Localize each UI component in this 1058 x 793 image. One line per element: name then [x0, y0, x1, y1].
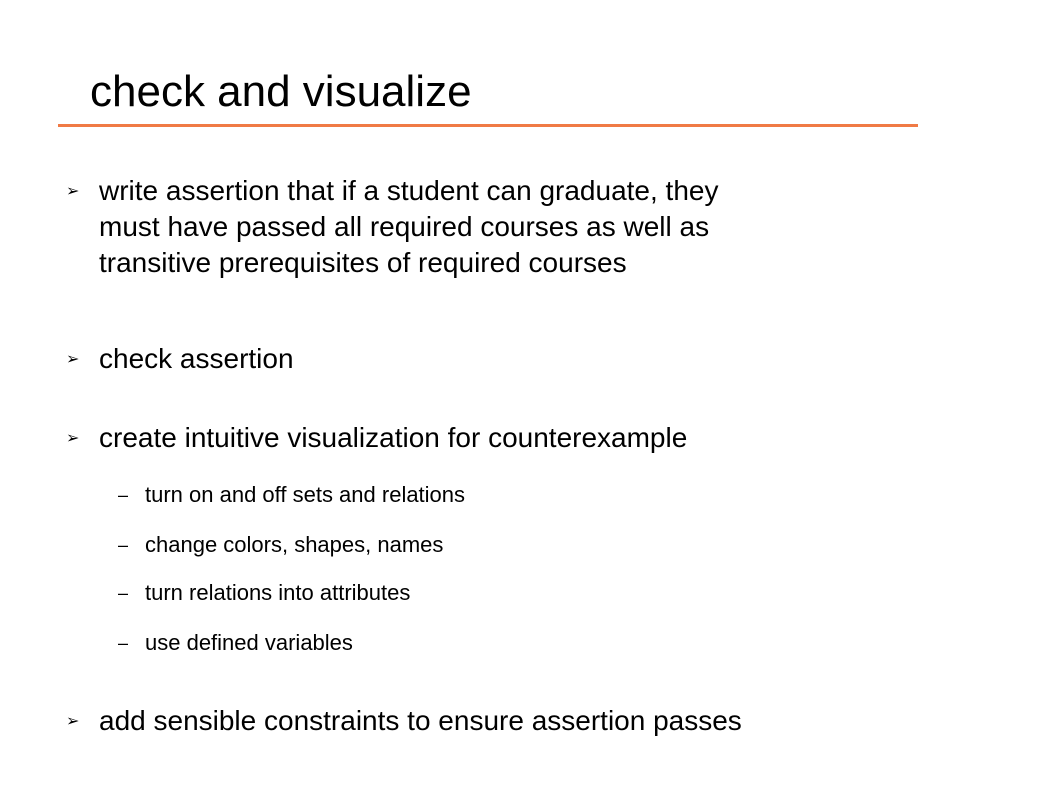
sub-bullet-text: turn relations into attributes: [145, 580, 411, 605]
slide-title: check and visualize: [90, 67, 472, 116]
bullet-text: check assertion: [99, 343, 294, 374]
dash-bullet-icon: –: [118, 633, 129, 653]
arrow-bullet-icon: ➢: [66, 351, 80, 368]
bullet-text: add sensible constraints to ensure assertion passes: [99, 705, 742, 736]
arrow-bullet-icon: ➢: [66, 713, 80, 730]
bullet-line: write assertion that if a student can graduate, they: [99, 175, 719, 206]
sub-bullet-text: turn on and off sets and relations: [145, 482, 466, 507]
bullet-text: create intuitive visualization for counterexample: [99, 422, 688, 453]
bullet-text: [99, 173, 959, 281]
title-underline: [58, 124, 918, 127]
dash-bullet-icon: –: [118, 485, 129, 505]
bullet-line: transitive prerequisites of required courses: [99, 247, 627, 278]
dash-bullet-icon: –: [118, 583, 129, 603]
dash-bullet-icon: –: [118, 535, 129, 555]
sub-bullet-text: use defined variables: [145, 630, 353, 655]
sub-bullet-text: change colors, shapes, names: [145, 532, 444, 557]
arrow-bullet-icon: ➢: [66, 430, 80, 447]
bullet-line: must have passed all required courses as well as: [99, 211, 710, 242]
arrow-bullet-icon: ➢: [66, 183, 80, 200]
